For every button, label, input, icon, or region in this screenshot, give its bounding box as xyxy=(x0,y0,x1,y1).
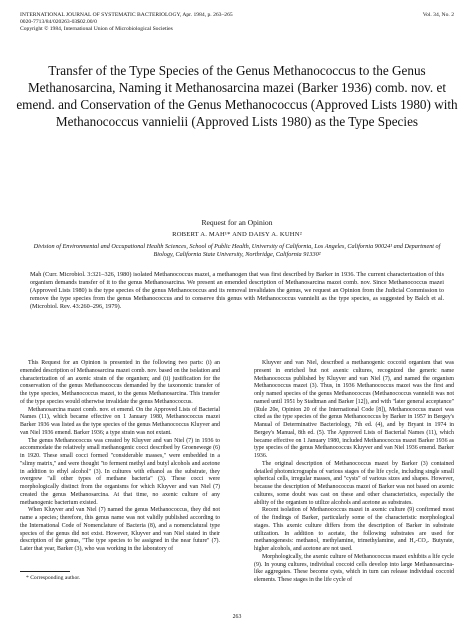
paragraph: The original description of Methanococcus mazei by Barker (3) contained detailed photomicrographs of various stages of the life cycle, including single small spherical cells, irregular masses, and "cysts" of various sizes and shapes. However, because the description of Methanococcus mazei of Barker was not based on axenic cultures, some doubt was cast on these and other characteristics, especially the ability of the organism to utilize alcohols and acetone as substrates. xyxy=(254,460,454,506)
paragraph: Morphologically, the axenic culture of Methanococcus mazei exhibits a life cycle (9). In young cultures, individual coccoid cells develop into large Methanosarcina-like aggregates. These become cysts, which in turn can release individual coccoid elements. These stages in the life cycle of xyxy=(254,553,454,583)
footnote: * Corresponding author. xyxy=(26,575,81,581)
journal-line: INTERNATIONAL JOURNAL OF SYSTEMATIC BACTERIOLOGY, Apr. 1984, p. 263–265 xyxy=(20,12,233,18)
article-code: 0020-7713/84/020263-03$02.00/0 xyxy=(20,19,97,26)
paragraph: Methanosarcina mazei comb. nov. et emend. On the Approved Lists of Bacterial Names (11), which became effective on 1 January 1980, Methanococcus mazei Barker 1936 was listed as the type species of the genus Methanococcus Kluyver and van Niel 1936 emend. Barker 1936; a type strain was not extant. xyxy=(20,406,220,436)
journal-header xyxy=(20,12,320,34)
paragraph: Kluyver and van Niel, described a methanogenic coccoid organism that was present in enriched but not axenic cultures, recognized the generic name Methanococcus published by Kluyver and van Niel (7), and named the organism Methanococcus mazei (3). Thus, in 1936 Methanococcus mazei was the first and only named species of the genus Methanococcus (Methanococcus vannielii was not named until 1951 by Stadtman and Barker [12]), and with "later general acceptance" (Rule 20e, Opinion 20 of the International Code [8]), Methanococcus mazei was cited as the type species of the genus Methanococcus by Barker in 1957 in Bergey's Manual of Determinative Bacteriology, 7th ed. (4), and by Bryant in 1974 in Bergey's Manual, 8th ed. (5). The Approved Lists of Bacterial Names (11), which became effective on 1 January 1980, included Methanococcus mazei Barker 1936 as type species of the genus Methanococcus Kluyver and van Niel 1936 emend. Barker 1936. xyxy=(254,360,454,459)
left-column xyxy=(20,360,220,554)
paragraph: This Request for an Opinion is presented in the following two parts: (i) an emended description of Methanosarcina mazei comb. nov. based on the isolation and characterization of an axenic strain of the organism; and (ii) justification for the conservation of the genus Methanococcus demanded by the taxonomic transfer of the type species, Methanococcus mazei, to the genus Methanosarcina. This transfer of the type species would otherwise invalidate the genus Methanococcus. xyxy=(20,360,221,405)
paragraph: The genus Methanococcus was created by Kluyver and van Niel (7) in 1936 to accommodate the relatively small methanogenic cocci described by Groenewege (6) in 1920. These small cocci formed "considerable masses," were embedded in a "slimy matrix," and were thought "to ferment methyl and butyl alcohols and acetone in addition to ethyl alcohol" (3). In cultures with ethanol as the substrate, they overgrew "all other types of methane bacteria" (3). These cocci were morphologically distinct from the organisms for which Kluyver and van Niel (7) created the genus Methanosarcina. At that time, no axenic culture of any methanogenic bacterium existed. xyxy=(20,437,220,506)
volume-info: Vol. 34, No. 2 xyxy=(422,12,454,18)
right-column xyxy=(254,360,454,585)
footnote-rule xyxy=(20,571,70,572)
copyright-line: Copyright © 1984, International Union of Microbiological Societies xyxy=(20,26,173,33)
affiliation: Division of Environmental and Occupational Health Sciences, School of Public Health, University of California, Los Angeles, California 90024¹ and Department of Biology, California State University, Northridge, California 91330² xyxy=(33,243,441,258)
request-heading: Request for an Opinion xyxy=(201,218,273,227)
abstract: Mah (Curr. Microbiol. 3:321–326, 1980) isolated Methanococcus mazei, a methanogen that was first described by Barker in 1936. The current characterization of this organism demands transfer of it to the genus Methanosarcina. We present an emended description of Methanosarcina mazei comb. nov. Since Methanococcus mazei (Approved Lists 1980) is the type species of the genus Methanococcus and its removal invalidates the genus, we request an Opinion from the Judicial Commission to remove the type species from the genus Methanococcus and to conserve this genus with Methanococcus vannielii as the type species, as suggested by Balch et al. (Microbiol. Rev. 43:260–296, 1979). xyxy=(30,271,444,311)
paragraph: Recent isolation of Methanococcus mazei in axenic culture (9) confirmed most of the findings of Barker, particularly some of the characteristic morphological stages. This axenic culture differs from the description of Barker in substrate utilization. In addition to acetate, the following substrates are used for methanogenesis: methanol, methylamine, trimethylamine, and H₂-CO₂. Butyrate, higher alcohols, and acetone are not used. xyxy=(254,507,454,552)
page-number: 263 xyxy=(232,614,242,620)
paragraph: When Kluyver and van Niel (7) named the genus Methanococcus, they did not name a species; therefore, this genus name was not validly published according to the International Code of Nomenclature of Bacteria (8), and a nomenclatural type species of the genus did not exist. However, Kluyver and van Niel stated in their description of the genus, "The type species to be assigned in the near future" (7). Later that year, Barker (3), who was working in the laboratory of xyxy=(20,507,220,552)
authors-line: ROBERT A. MAH¹* AND DAISY A. KUHN² xyxy=(172,231,302,238)
article-title: Transfer of the Type Species of the Genus Methanococcus to the Genus Methanosarcina, Naming it Methanosarcina mazei (Barker 1936) comb. nov. et emend. and Conservation of the Genus Methanococcus (Approved Lists 1980) with Methanococcus vannielii (Approved Lists 1980) as the Type Species xyxy=(16,63,458,129)
